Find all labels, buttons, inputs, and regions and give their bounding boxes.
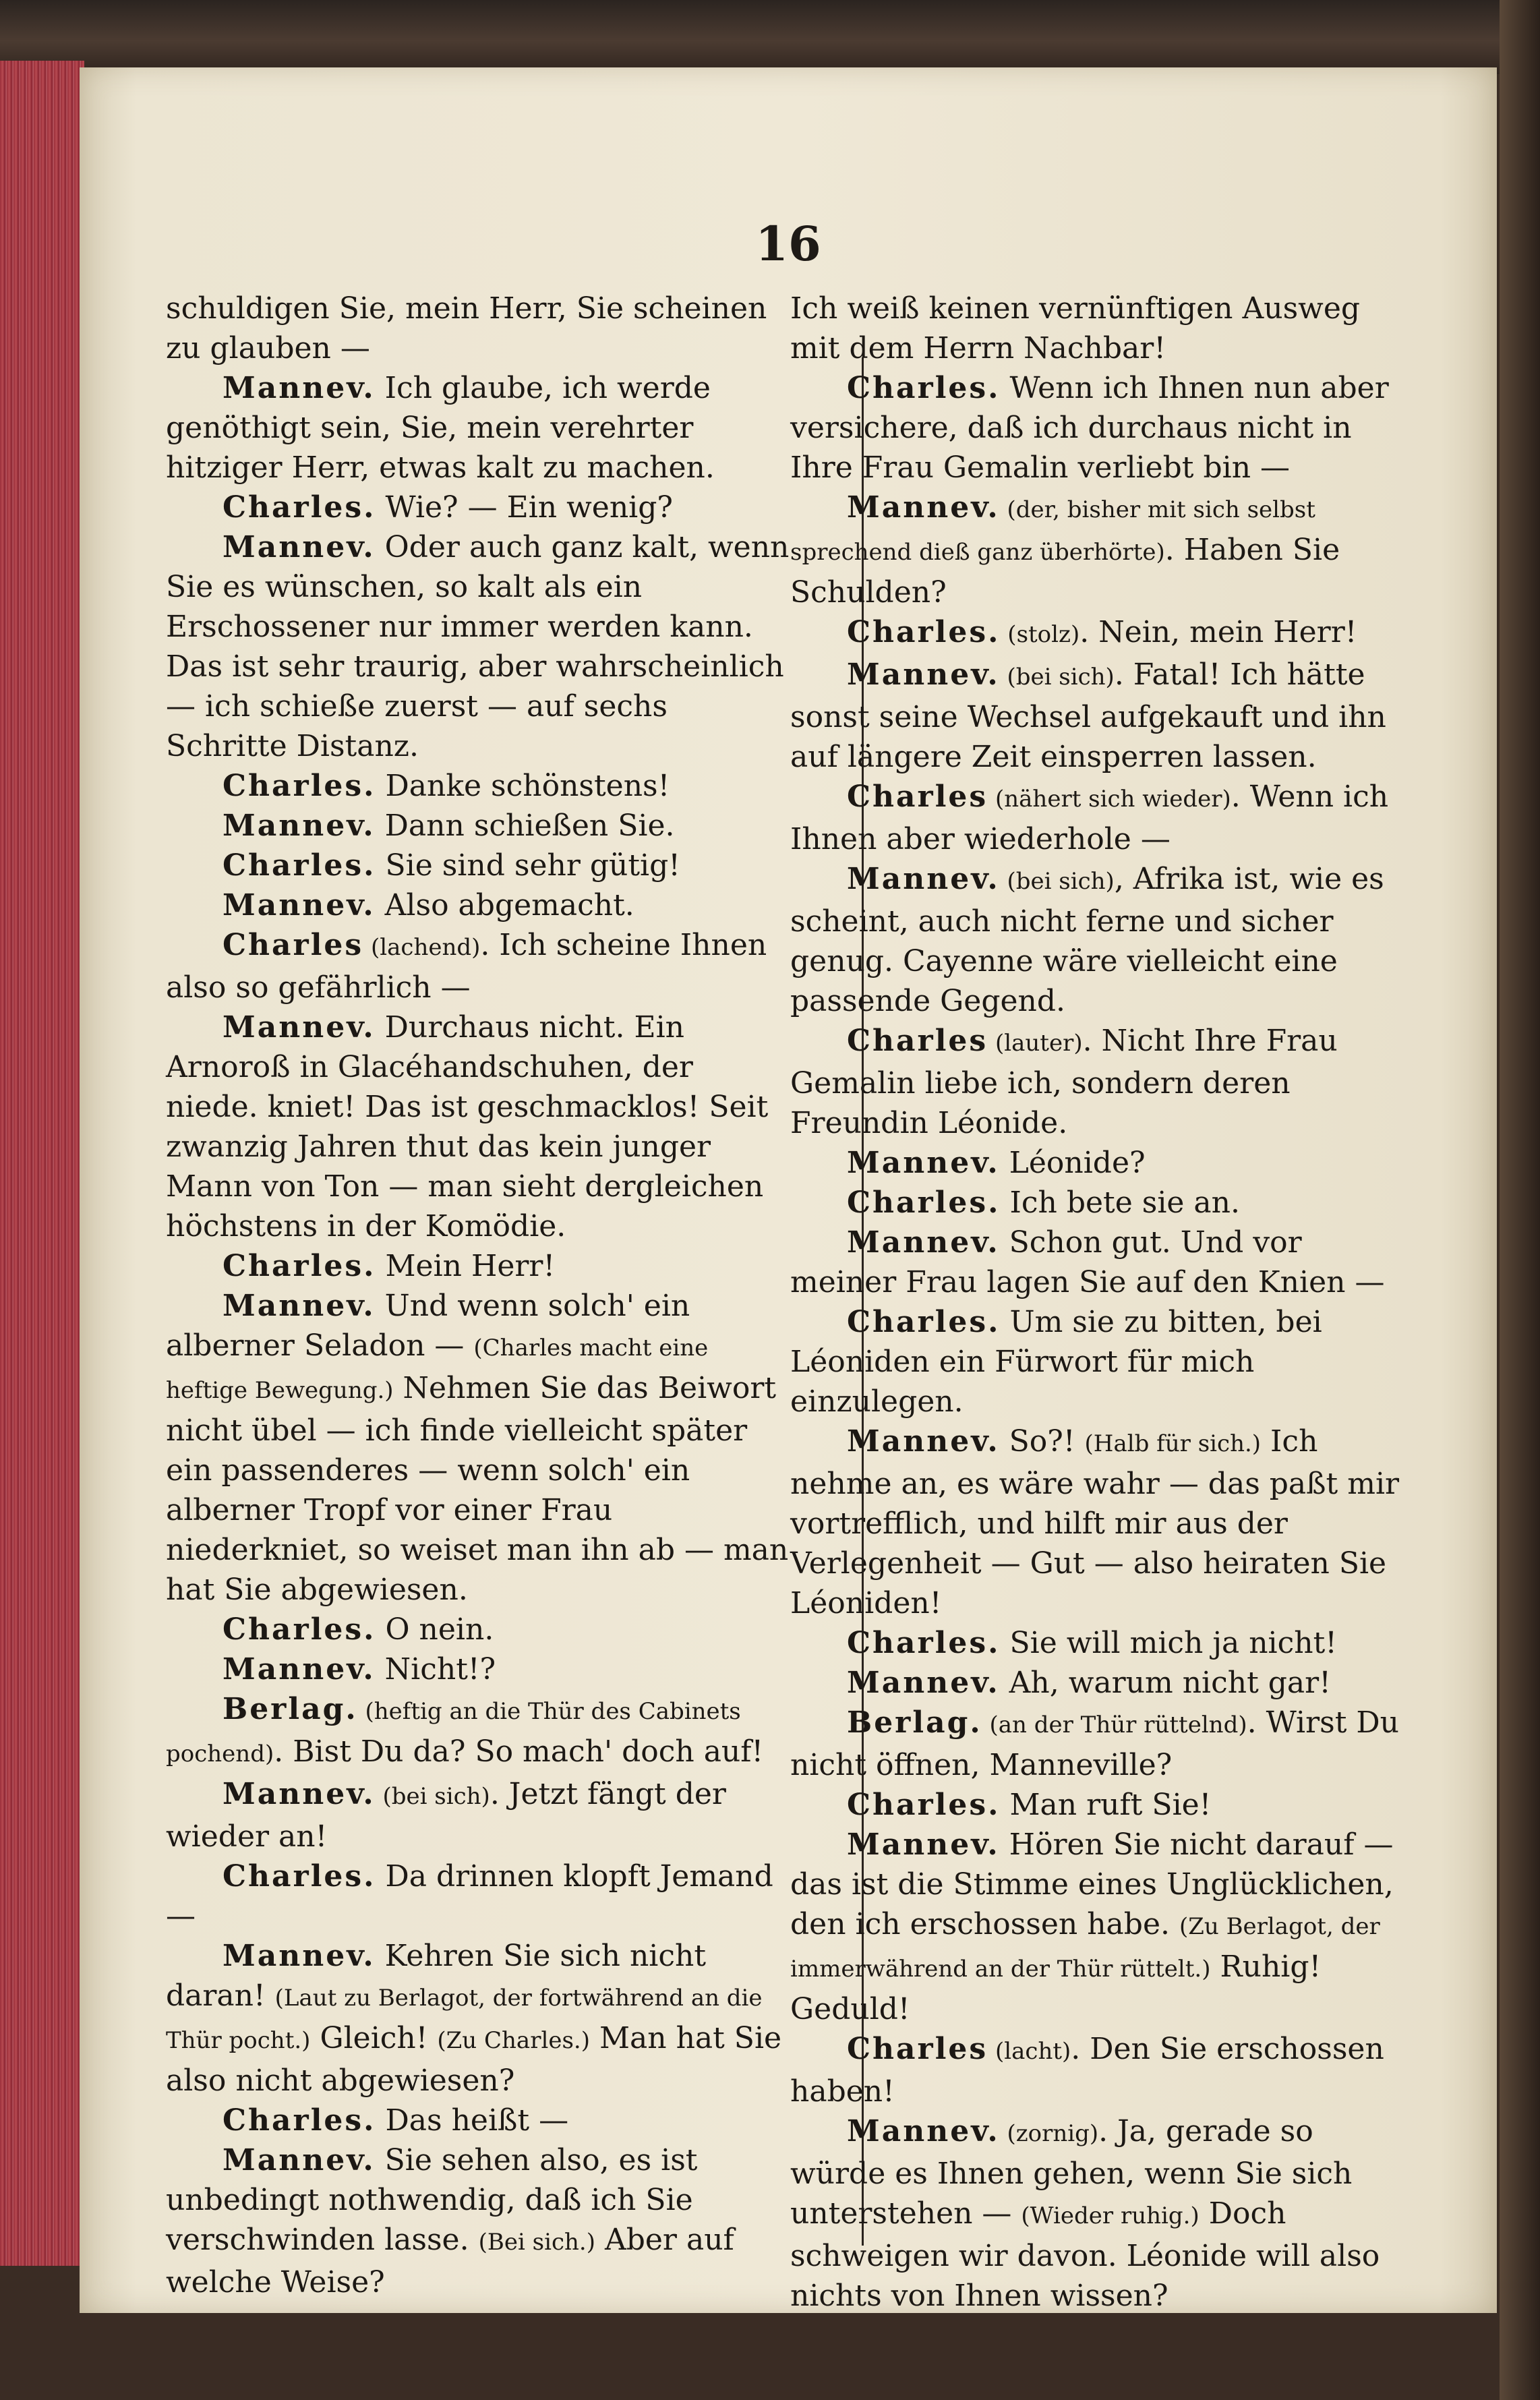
dialogue-text: . Wirst Du nicht öffnen, Manneville? bbox=[790, 1705, 1400, 1782]
speaker-name: Mannev. bbox=[223, 1010, 376, 1045]
stage-direction: (bei sich) bbox=[375, 1783, 490, 1810]
stage-direction: (Wieder ruhig.) bbox=[1021, 2202, 1200, 2229]
dialogue-text: Das heißt — bbox=[376, 2103, 569, 2138]
dialogue-text: Da drinnen klopft Jemand — bbox=[166, 1859, 773, 1933]
speaker-name: Mannev. bbox=[847, 1225, 1000, 1260]
speaker-name: Charles. bbox=[847, 615, 1001, 649]
speaker-name: Charles. bbox=[223, 769, 376, 803]
dialogue-paragraph bbox=[166, 846, 790, 885]
dialogue-text: . Nicht Ihre Frau Gemalin liebe ich, sondern deren Freundin Léonide. bbox=[790, 1024, 1338, 1140]
speaker-name: Mannev. bbox=[847, 490, 1000, 525]
dialogue-text: Wenn ich Ihnen nun aber versichere, daß ich durchaus nicht in Ihre Frau Gemalin verliebt bin — bbox=[790, 371, 1389, 485]
book-cover-right-edge bbox=[1500, 0, 1540, 2400]
dialogue-paragraph bbox=[166, 488, 790, 527]
dialogue-text: Ich glaube, ich werde genöthigt sein, Sie, mein verehrter hitziger Herr, etwas kalt zu machen. bbox=[166, 371, 715, 485]
speaker-name: Charles. bbox=[847, 371, 1001, 405]
dialogue-paragraph bbox=[790, 488, 1414, 612]
dialogue-text: Aber auf welche Weise? bbox=[166, 2223, 734, 2300]
dialogue-paragraph bbox=[790, 777, 1414, 859]
stage-direction: (Zu Berlagot, der immerwährend an der Thür rüttelt.) bbox=[790, 1913, 1380, 1983]
dialogue-paragraph bbox=[790, 2111, 1414, 2316]
dialogue-paragraph bbox=[790, 859, 1414, 1021]
dialogue-text: Léonide? bbox=[999, 1146, 1146, 1180]
speaker-name: Charles. bbox=[223, 1859, 376, 1894]
dialogue-text: Ich nehme an, es wäre wahr — das paßt mir vortrefflich, und hilft mir aus der Verlegenheit — Gut — also heiraten Sie Léoniden! bbox=[790, 1424, 1400, 1620]
dialogue-paragraph bbox=[790, 1183, 1414, 1223]
stage-direction: (an der Thür rüttelnd) bbox=[982, 1711, 1247, 1738]
dialogue-paragraph bbox=[790, 1623, 1414, 1663]
speaker-name: Mannev. bbox=[223, 1652, 376, 1687]
dialogue-text: So?! bbox=[999, 1424, 1085, 1459]
speaker-name: Charles bbox=[847, 2032, 988, 2066]
speaker-name: Charles. bbox=[847, 1305, 1001, 1339]
stage-direction: (nähert sich wieder) bbox=[988, 786, 1231, 813]
dialogue-paragraph bbox=[166, 1936, 790, 2101]
speaker-name: Mannev. bbox=[223, 1289, 376, 1323]
dialogue-paragraph bbox=[790, 1663, 1414, 1703]
speaker-name: Mannev. bbox=[847, 1666, 1000, 1700]
stage-direction: (Halb für sich.) bbox=[1084, 1430, 1262, 1457]
book-cover-top-edge bbox=[0, 0, 1540, 74]
speaker-name: Mannev. bbox=[223, 1777, 376, 1811]
speaker-name: Charles. bbox=[223, 1612, 376, 1647]
speaker-name: Mannev. bbox=[223, 809, 376, 843]
dialogue-text: . Den Sie erschossen haben! bbox=[790, 2032, 1384, 2109]
speaker-name: Charles. bbox=[223, 848, 376, 883]
dialogue-text: Gleich! bbox=[310, 2021, 438, 2055]
dialogue-paragraph bbox=[790, 289, 1414, 368]
dialogue-paragraph bbox=[166, 1610, 790, 1649]
stage-direction: (zornig) bbox=[999, 2120, 1099, 2147]
dialogue-text: Also abgemacht. bbox=[375, 888, 634, 923]
speaker-name: Mannev. bbox=[223, 530, 376, 564]
speaker-name: Charles. bbox=[223, 490, 376, 525]
dialogue-paragraph bbox=[166, 1649, 790, 1689]
dialogue-text: Ich weiß keinen vernünftigen Ausweg mit dem Herrn Nachbar! bbox=[790, 291, 1361, 365]
speaker-name: Charles. bbox=[223, 2103, 376, 2138]
dialogue-paragraph bbox=[166, 1286, 790, 1610]
dialogue-text: Man ruft Sie! bbox=[1000, 1788, 1212, 1822]
dialogue-text: . Fatal! Ich hätte sonst seine Wechsel aufgekauft und ihn auf längere Zeit einsperren lassen. bbox=[790, 657, 1386, 774]
dialogue-paragraph bbox=[790, 612, 1414, 655]
dialogue-text: . Bist Du da? So mach' doch auf! bbox=[274, 1734, 764, 1769]
speaker-name: Mannev. bbox=[847, 1146, 1000, 1180]
dialogue-paragraph bbox=[790, 1302, 1414, 1422]
speaker-name: Mannev. bbox=[223, 888, 376, 923]
dialogue-paragraph bbox=[790, 1021, 1414, 1143]
dialogue-text: Schon gut. Und vor meiner Frau lagen Sie auf den Knien — bbox=[790, 1225, 1385, 1299]
dialogue-paragraph bbox=[790, 368, 1414, 488]
dialogue-text: O nein. bbox=[376, 1612, 494, 1647]
speaker-name: Mannev. bbox=[847, 862, 1000, 896]
dialogue-paragraph bbox=[166, 925, 790, 1007]
dialogue-text: Sie will mich ja nicht! bbox=[1000, 1626, 1337, 1660]
speaker-name: Charles bbox=[223, 928, 364, 962]
speaker-name: Charles. bbox=[847, 1186, 1001, 1220]
stage-direction: (lauter) bbox=[988, 1030, 1083, 1057]
stage-direction: (Laut zu Berlagot, der fortwährend an die Thür pocht.) bbox=[166, 1985, 763, 2054]
dialogue-text: Doch schweigen wir davon. Léonide will also nichts von Ihnen wissen? bbox=[790, 2196, 1380, 2313]
dialogue-text: Dann schießen Sie. bbox=[375, 809, 675, 843]
dialogue-text: Mein Herr! bbox=[376, 1249, 556, 1283]
dialogue-text: Ruhig! Geduld! bbox=[790, 1950, 1322, 2026]
dialogue-paragraph bbox=[166, 1774, 790, 1856]
dialogue-text: , Afrika ist, wie es scheint, auch nicht ferne und sicher genug. Cayenne wäre vielleicht eine passende Gegend. bbox=[790, 862, 1384, 1018]
stage-direction: (Bei sich.) bbox=[478, 2229, 595, 2256]
speaker-name: Charles bbox=[847, 1024, 988, 1058]
left-text-column bbox=[166, 289, 790, 2302]
dialogue-paragraph bbox=[790, 655, 1414, 777]
speaker-name: Mannev. bbox=[223, 1939, 376, 1973]
stage-direction: (lacht) bbox=[988, 2038, 1071, 2065]
stage-direction: (heftig an die Thür des Cabinets pochend) bbox=[166, 1698, 741, 1767]
dialogue-text: Oder auch ganz kalt, wenn Sie es wünschen, so kalt als ein Erschossener nur immer werden kann. Das ist sehr traurig, aber wahrscheinlich — ich schieße zuerst — auf sechs Schritte Distanz. bbox=[166, 530, 790, 763]
speaker-name: Berlag. bbox=[847, 1705, 982, 1740]
speaker-name: Mannev. bbox=[223, 371, 376, 405]
dialogue-text: . Ich scheine Ihnen also so gefährlich — bbox=[166, 928, 767, 1005]
speaker-name: Mannev. bbox=[847, 1424, 1000, 1459]
dialogue-text: . Wenn ich Ihnen aber wiederhole — bbox=[790, 780, 1389, 856]
right-text-column bbox=[790, 289, 1414, 2316]
dialogue-paragraph bbox=[166, 289, 790, 368]
dialogue-text: Ah, warum nicht gar! bbox=[999, 1666, 1331, 1700]
dialogue-text: Kehren Sie sich nicht daran! bbox=[166, 1939, 707, 2013]
dialogue-text: Man hat Sie also nicht abgewiesen? bbox=[166, 2021, 782, 2098]
dialogue-text: Sie sind sehr gütig! bbox=[376, 848, 680, 883]
dialogue-text: Ich bete sie an. bbox=[1000, 1186, 1240, 1220]
speaker-name: Mannev. bbox=[847, 1827, 1000, 1862]
dialogue-paragraph bbox=[166, 527, 790, 766]
stage-direction: (lachend) bbox=[363, 934, 481, 961]
dialogue-paragraph bbox=[166, 1007, 790, 1246]
dialogue-text: schuldigen Sie, mein Herr, Sie scheinen zu glauben — bbox=[166, 291, 767, 365]
dialogue-paragraph bbox=[166, 2140, 790, 2302]
speaker-name: Mannev. bbox=[847, 2114, 1000, 2148]
speaker-name: Mannev. bbox=[847, 657, 1000, 692]
speaker-name: Charles. bbox=[847, 1788, 1001, 1822]
dialogue-paragraph bbox=[166, 1689, 790, 1774]
dialogue-text: Wie? — Ein wenig? bbox=[376, 490, 673, 525]
dialogue-paragraph bbox=[790, 1223, 1414, 1302]
dialogue-paragraph bbox=[166, 1856, 790, 1936]
dialogue-paragraph bbox=[790, 1825, 1414, 2029]
speaker-name: Charles. bbox=[223, 1249, 376, 1283]
dialogue-text: . Haben Sie Schulden? bbox=[790, 533, 1340, 610]
dialogue-text: Nicht!? bbox=[375, 1652, 496, 1687]
page-number: 16 bbox=[755, 216, 821, 272]
stage-direction: (bei sich) bbox=[999, 868, 1115, 895]
dialogue-paragraph bbox=[166, 368, 790, 488]
page-edges-red bbox=[0, 61, 84, 2266]
dialogue-paragraph bbox=[790, 1703, 1414, 1785]
dialogue-paragraph bbox=[790, 1785, 1414, 1825]
stage-direction: (stolz) bbox=[1000, 621, 1080, 648]
dialogue-paragraph bbox=[166, 1246, 790, 1286]
speaker-name: Berlag. bbox=[223, 1692, 358, 1726]
dialogue-paragraph bbox=[790, 2029, 1414, 2111]
dialogue-text: . Nein, mein Herr! bbox=[1079, 615, 1357, 649]
speaker-name: Charles bbox=[847, 780, 988, 814]
speaker-name: Charles. bbox=[847, 1626, 1001, 1660]
dialogue-paragraph bbox=[166, 2101, 790, 2140]
speaker-name: Mannev. bbox=[223, 2143, 376, 2177]
dialogue-text: Nehmen Sie das Beiwort nicht übel — ich finde vielleicht später ein passenderes — wenn solch' ein alberner Tropf vor einer Frau niederkniet, so weiset man ihn ab — man hat Sie abgewiesen. bbox=[166, 1371, 789, 1607]
dialogue-text: Sie sehen also, es ist unbedingt nothwendig, daß ich Sie verschwinden lasse. bbox=[166, 2143, 698, 2257]
dialogue-text: Und wenn solch' ein alberner Seladon — bbox=[166, 1289, 690, 1363]
dialogue-paragraph bbox=[166, 766, 790, 806]
dialogue-paragraph bbox=[166, 885, 790, 925]
dialogue-text: Durchaus nicht. Ein Arnoroß in Glacéhandschuhen, der niede. kniet! Das ist geschmacklos! Seit zwanzig Jahren thut das kein junger Mann von Ton — man sieht dergleichen höchstens in der Komödie. bbox=[166, 1010, 769, 1243]
stage-direction: (der, bisher mit sich selbst sprechend dieß ganz überhörte) bbox=[790, 496, 1315, 566]
dialogue-text: Danke schönstens! bbox=[376, 769, 670, 803]
dialogue-text: Hören Sie nicht darauf — das ist die Stimme eines Unglücklichen, den ich erschossen habe. bbox=[790, 1827, 1394, 1941]
dialogue-paragraph bbox=[166, 806, 790, 846]
dialogue-paragraph bbox=[790, 1422, 1414, 1623]
dialogue-text: . Jetzt fängt der wieder an! bbox=[166, 1777, 726, 1854]
dialogue-paragraph bbox=[790, 1143, 1414, 1183]
stage-direction: (Zu Charles.) bbox=[437, 2027, 590, 2054]
dialogue-text: . Ja, gerade so würde es Ihnen gehen, wenn Sie sich unterstehen — bbox=[790, 2114, 1353, 2231]
stage-direction: (bei sich) bbox=[999, 664, 1115, 691]
stage-direction: (Charles macht eine heftige Bewegung.) bbox=[166, 1335, 709, 1404]
dialogue-text: Um sie zu bitten, bei Léoniden ein Fürwort für mich einzulegen. bbox=[790, 1305, 1322, 1419]
